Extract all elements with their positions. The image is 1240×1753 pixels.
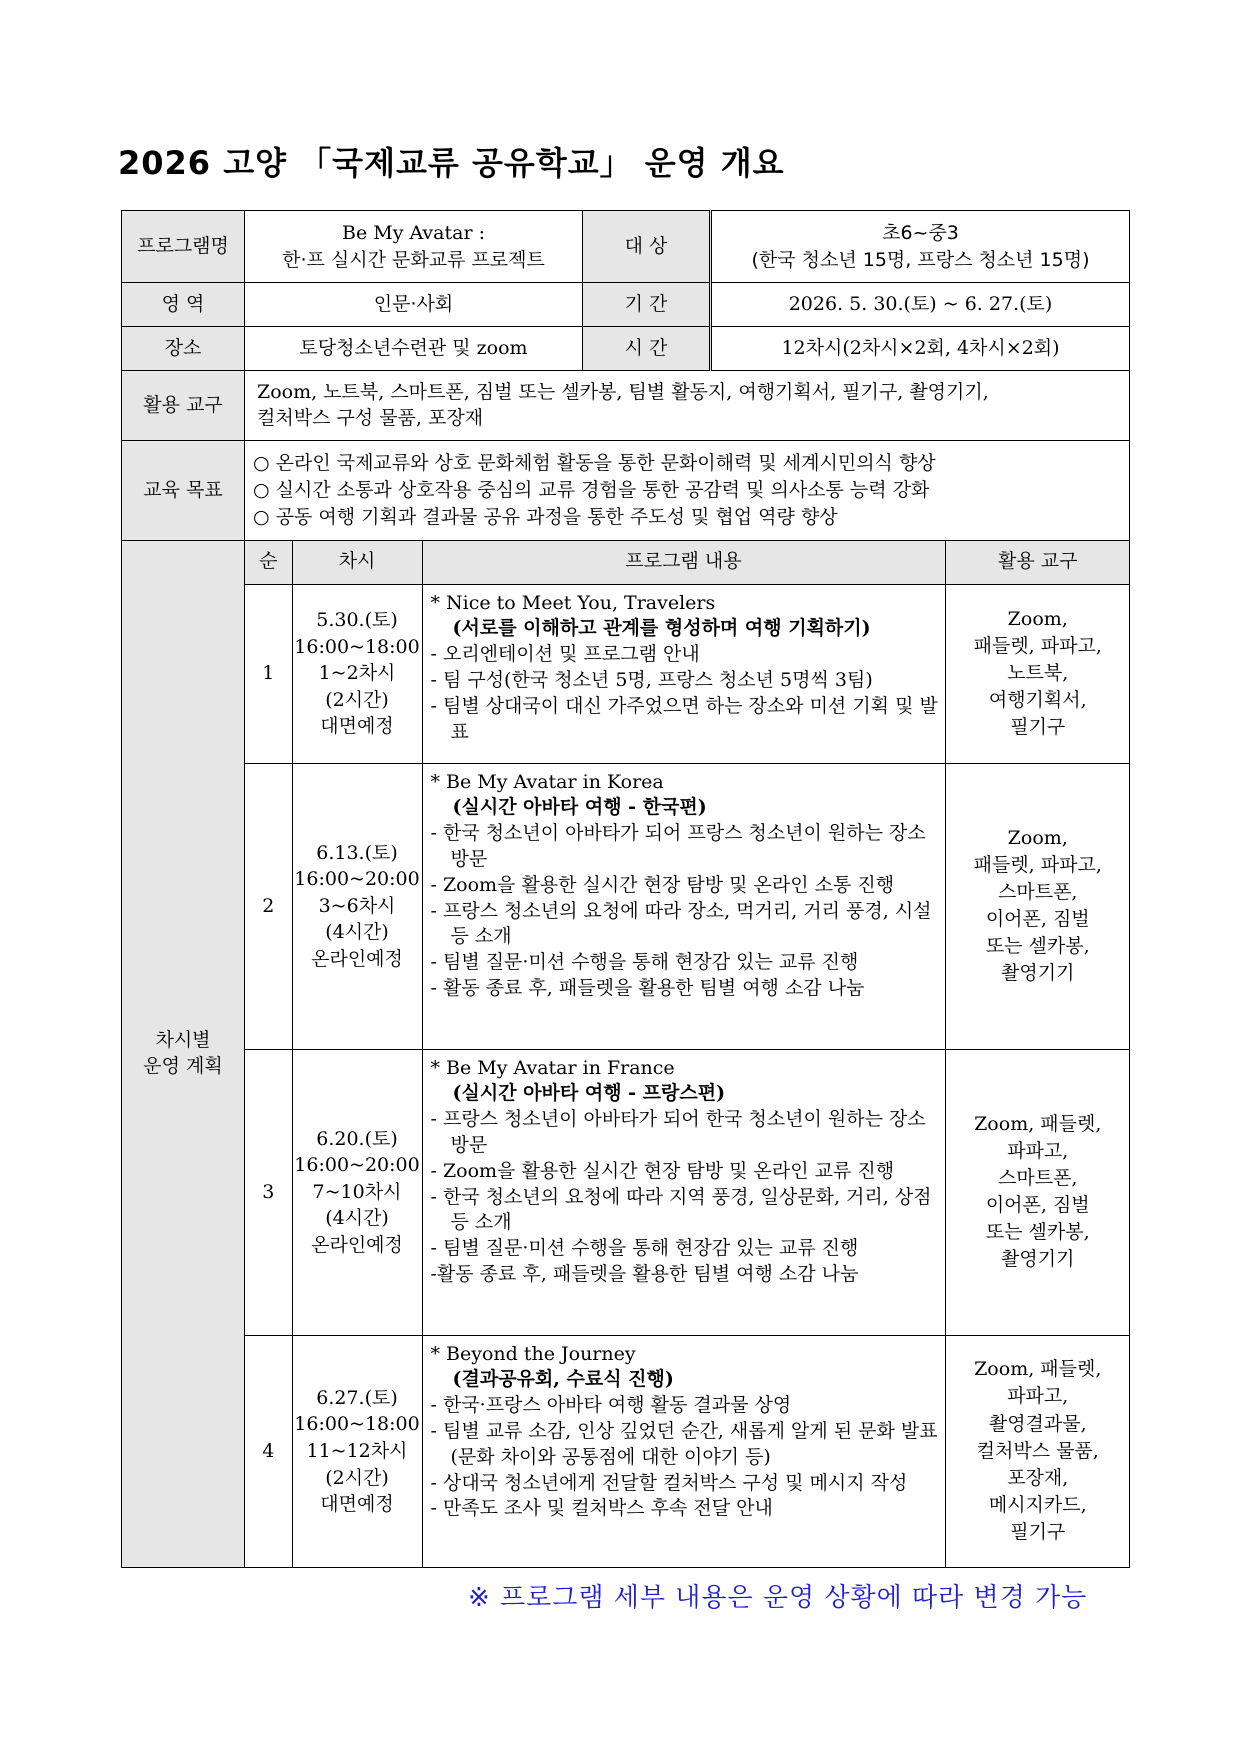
plan-label [122,541,245,1568]
tool-item: 필기구 [1010,1521,1066,1544]
content-item: - 팀별 교류 소감, 인상 깊었던 순간, 새롭게 알게 된 문화 발표(문화 차이와 공통점에 대한 이야기 등) [430,1419,938,1468]
session-subheading: (실시간 아바타 여행 - 한국편) [452,796,707,819]
session-row [245,1335,1130,1567]
content-item: - Zoom을 활용한 실시간 현장 탐방 및 온라인 소통 진행 [430,873,895,896]
content-item: -활동 종료 후, 패들렛을 활용한 팀별 여행 소감 나눔 [430,1263,859,1286]
session-duration: (2시간) [325,1466,389,1489]
tool-item: 메시지카드, [988,1493,1087,1516]
tool-item: 패들렛, 파파고, [973,634,1102,657]
session-periods: 11~12차시 [306,1439,408,1462]
content-item: - Zoom을 활용한 실시간 현장 탐방 및 온라인 교류 진행 [430,1159,895,1182]
area-label: 영 역 [122,283,245,327]
period-label: 기 간 [583,283,711,327]
content-item: - 팀별 질문·미션 수행을 통해 현장감 있는 교류 진행 [430,951,859,974]
tool-item: 촬영결과물, [988,1412,1087,1435]
goals-row [122,441,1130,541]
session-periods: 1~2차시 [318,662,396,685]
session-order: 3 [245,1049,292,1335]
program-row [122,211,1130,283]
tool-item: 컬처박스 물품, [976,1439,1099,1462]
session-mode: 대면예정 [320,715,394,738]
program-name-line2: 한·프 실시간 문화교류 프로젝트 [282,248,545,271]
overview-table [121,210,1130,1568]
session-order: 4 [245,1335,292,1567]
session-heading: * Be My Avatar in Korea [430,770,664,793]
session-heading: * Nice to Meet You, Travelers [430,591,716,614]
content-item: - 팀별 질문·미션 수행을 통해 현장감 있는 교류 진행 [430,1237,859,1260]
tool-item: Zoom, 패들렛, [974,1358,1102,1381]
place-value: 토당청소년수련관 및 zoom [245,327,583,371]
content-item: - 한국·프랑스 아바타 여행 활동 결과물 상영 [430,1394,792,1417]
session-date: 6.13.(토) [316,841,398,864]
session-heading: * Be My Avatar in France [430,1056,675,1079]
header-order: 순 [245,541,292,584]
place-row [122,327,1130,371]
period-value: 2026. 5. 30.(토) ~ 6. 27.(토) [711,283,1130,327]
session-periods: 3~6차시 [318,894,396,917]
session-info [292,763,422,1049]
tool-item: 또는 셀카봉, [985,935,1090,958]
tool-item: 스마트폰, [998,880,1078,903]
session-content [422,763,945,1049]
plan-label-line2: 운영 계획 [143,1055,223,1077]
session-plan-table [245,541,1130,1567]
session-tools [945,584,1130,763]
goal-item: ○ 공동 여행 기획과 결과물 공유 과정을 통한 주도성 및 협업 역량 향상 [253,505,838,528]
tools-value [245,371,1130,441]
session-heading: * Beyond the Journey [430,1342,636,1365]
session-subheading: (결과공유회, 수료식 진행) [452,1368,674,1391]
tool-item: 촬영기기 [1001,1248,1075,1271]
session-time: 16:00~20:00 [294,868,420,891]
session-order: 2 [245,763,292,1049]
tool-item: 이어폰, 짐벌 [985,1194,1090,1216]
hours-value: 12차시(2차시×2회, 4차시×2회) [711,327,1130,371]
session-row [245,584,1130,763]
content-item: - 만족도 조사 및 컬처박스 후속 전달 안내 [430,1497,773,1520]
tool-item: 포장재, [1007,1466,1069,1489]
target-value [711,211,1130,283]
goal-item: ○ 온라인 국제교류와 상호 문화체험 활동을 통한 문화이해력 및 세계시민의식 향상 [253,452,936,475]
tool-item: 필기구 [1010,716,1066,739]
content-item: - 팀 구성(한국 청소년 5명, 프랑스 청소년 5명씩 3팀) [430,668,873,691]
program-name-value [245,211,583,283]
session-date: 5.30.(토) [316,609,398,632]
session-subheading: (서로를 이해하고 관계를 형성하며 여행 기획하기) [452,617,871,640]
header-tools: 활용 교구 [945,541,1130,584]
goals-value [245,441,1130,541]
content-item: - 오리엔테이션 및 프로그램 안내 [430,643,700,666]
program-name-label: 프로그램명 [122,211,245,283]
session-content [422,1049,945,1335]
session-periods: 7~10차시 [312,1180,402,1203]
goals-label: 교육 목표 [122,441,245,541]
plan-header-row [245,541,1130,584]
page-title: 2026 고양 「국제교류 공유학교」 운영 개요 [118,144,785,182]
tool-item: 노트북, [1007,661,1069,684]
content-item: - 한국 청소년의 요청에 따라 지역 풍경, 일상문화, 거리, 상점 등 소개 [430,1185,932,1234]
footnote: ※ 프로그램 세부 내용은 운영 상황에 따라 변경 가능 [468,1583,1088,1613]
tool-item: 스마트폰, [998,1166,1078,1189]
tool-item: 이어폰, 짐벌 [985,908,1090,930]
tool-item: Zoom, 패들렛, [974,1112,1102,1135]
tools-label: 활용 교구 [122,371,245,441]
content-item: - 프랑스 청소년의 요청에 따라 장소, 먹거리, 거리 풍경, 시설 등 소개 [430,899,932,948]
session-info [292,1049,422,1335]
target-line1: 초6~중3 [882,221,959,244]
session-content [422,584,945,763]
target-label: 대 상 [583,211,711,283]
session-row [245,1049,1130,1335]
content-item: - 팀별 상대국이 대신 가주었으면 하는 장소와 미션 기획 및 발표 [430,694,938,743]
tools-row [122,371,1130,441]
session-row [245,763,1130,1049]
session-subheading: (실시간 아바타 여행 - 프랑스편) [452,1082,726,1105]
session-info [292,1335,422,1567]
session-mode: 온라인예정 [311,1233,403,1256]
session-content [422,1335,945,1567]
session-time: 16:00~18:00 [294,635,420,658]
session-mode: 온라인예정 [311,947,403,970]
content-item: - 활동 종료 후, 패들렛을 활용한 팀별 여행 소감 나눔 [430,977,865,1000]
session-date: 6.27.(토) [316,1386,398,1409]
session-time: 16:00~20:00 [294,1154,420,1177]
tool-item: 패들렛, 파파고, [973,853,1102,876]
tool-item: 여행기획서, [988,689,1087,712]
session-time: 16:00~18:00 [294,1413,420,1436]
session-order: 1 [245,584,292,763]
tool-item: 파파고, [1007,1139,1069,1162]
tool-item: Zoom, [1007,826,1068,849]
plan-row [122,541,1130,1568]
session-tools [945,1049,1130,1335]
hours-label: 시 간 [583,327,711,371]
tools-line1: Zoom, 노트북, 스마트폰, 짐벌 또는 셀카봉, 팀별 활동지, 여행기획서, 필기구, 촬영기기, [257,380,989,403]
tool-item: 또는 셀카봉, [985,1221,1090,1244]
session-tools [945,1335,1130,1567]
session-duration: (4시간) [325,1207,389,1230]
session-tools [945,763,1130,1049]
plan-cell [245,541,1130,1568]
tool-item: Zoom, [1007,607,1068,630]
place-label: 장소 [122,327,245,371]
session-duration: (4시간) [325,921,389,944]
session-date: 6.20.(토) [316,1127,398,1150]
program-name-line1: Be My Avatar : [342,221,485,244]
session-duration: (2시간) [325,688,389,711]
area-row [122,283,1130,327]
goal-item: ○ 실시간 소통과 상호작용 중심의 교류 경험을 통한 공감력 및 의사소통 능력 강화 [253,479,930,502]
tool-item: 촬영기기 [1001,962,1075,985]
content-item: - 프랑스 청소년이 아바타가 되어 한국 청소년이 원하는 장소 방문 [430,1108,926,1156]
session-mode: 대면예정 [320,1493,394,1516]
plan-label-line1: 차시별 [155,1029,211,1052]
content-item: - 상대국 청소년에게 전달할 컬처박스 구성 및 메시지 작성 [430,1471,908,1494]
tool-item: 파파고, [1007,1385,1069,1408]
tools-line2: 컬처박스 구성 물품, 포장재 [257,406,484,429]
session-info [292,584,422,763]
target-line2: (한국 청소년 15명, 프랑스 청소년 15명) [751,248,1090,271]
content-item: - 한국 청소년이 아바타가 되어 프랑스 청소년이 원하는 장소 방문 [430,822,926,870]
header-session: 차시 [292,541,422,584]
area-value: 인문·사회 [245,283,583,327]
header-content: 프로그램 내용 [422,541,945,584]
